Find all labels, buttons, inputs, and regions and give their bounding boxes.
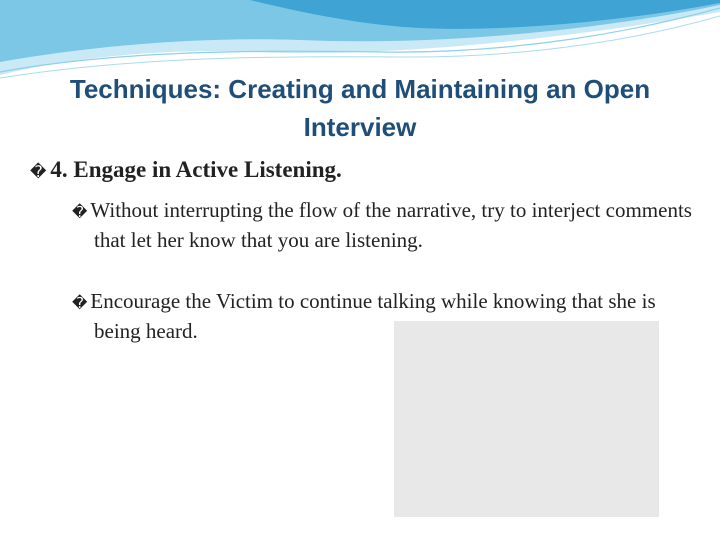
- bullet-marker-icon: �: [72, 294, 88, 312]
- bullet-marker-icon: �: [72, 203, 88, 221]
- sub-bullet-1: [72, 196, 694, 254]
- bullet-heading: [30, 157, 342, 183]
- bullet-marker-icon: �: [30, 162, 47, 181]
- slide-title-line2: Interview: [303, 112, 417, 142]
- heading-text: 4. Engage in Active Listening.: [50, 157, 342, 182]
- sub-bullet-text: Without interrupting the flow of the narrative, try to interject comments that let her know that you are listening.: [90, 198, 692, 252]
- sub-bullet-text: Encourage the Victim to continue talking while knowing that she is being heard.: [90, 289, 656, 343]
- slide-title-line1: Techniques: Creating and Maintaining an Open: [69, 74, 651, 104]
- image-placeholder: [394, 321, 659, 517]
- slide-title: [20, 70, 700, 146]
